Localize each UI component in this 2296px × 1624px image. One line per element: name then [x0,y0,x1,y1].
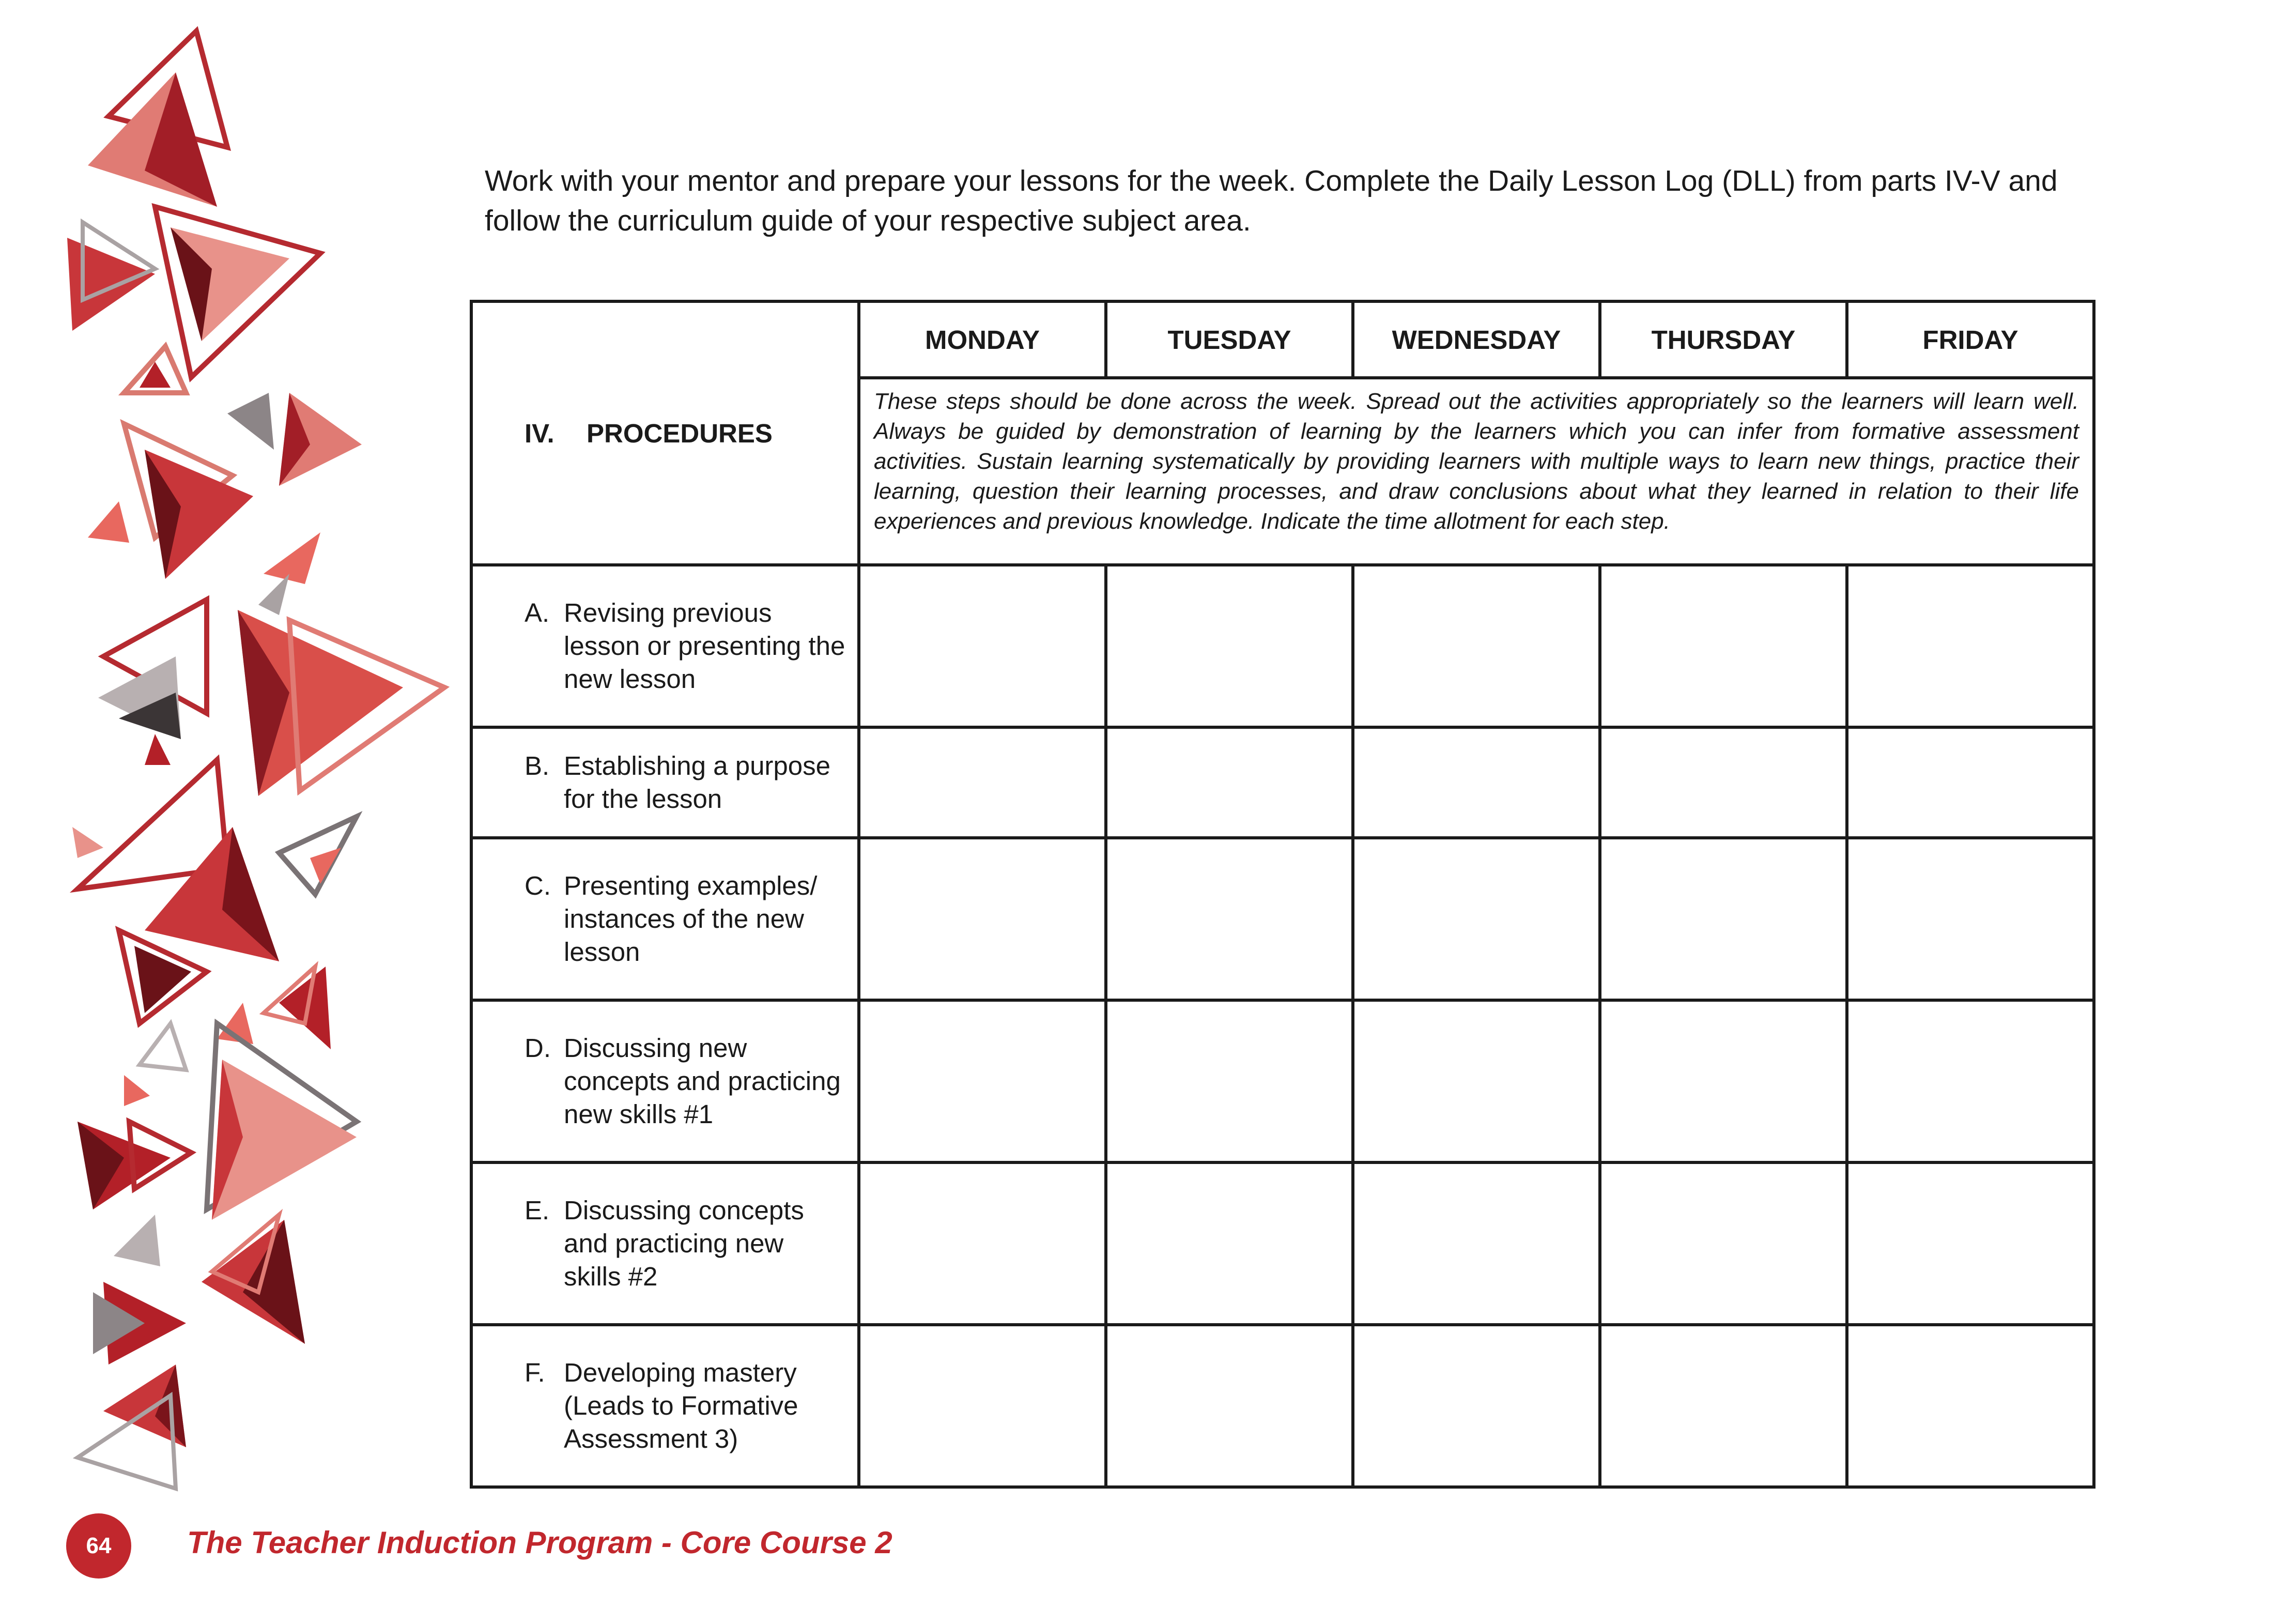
entry-cell-wednesday[interactable] [1353,565,1600,727]
entry-cell-friday[interactable] [1847,1000,2094,1162]
intro-text: Work with your mentor and prepare your lessons for the week. Complete the Daily Lesson Log (DLL) from parts IV-V and follow the curriculum guide of your respective subject area. [485,164,2058,237]
entry-cell-monday[interactable] [859,838,1106,1000]
step-text: Discussing concepts and practicing new skills #2 [564,1195,804,1291]
entry-cell-friday[interactable] [1847,838,2094,1000]
table-row [471,838,2094,1000]
entry-cell-thursday[interactable] [1600,1325,1847,1487]
daily-lesson-log-table [470,300,2095,1489]
entry-cell-monday[interactable] [859,1162,1106,1325]
day-header-friday: FRIDAY [1847,301,2094,378]
step-label-c [471,838,859,1000]
entry-cell-monday[interactable] [859,727,1106,838]
step-letter: F. [525,1357,545,1387]
day-header-wednesday: WEDNESDAY [1353,301,1600,378]
entry-cell-monday[interactable] [859,1000,1106,1162]
entry-cell-wednesday[interactable] [1353,1000,1600,1162]
step-letter: A. [525,598,550,628]
step-text: Presenting examples/ instances of the new lesson [564,870,818,967]
entry-cell-friday[interactable] [1847,565,2094,727]
step-label-a [471,565,859,727]
section-title: PROCEDURES [587,418,773,448]
instructions-note: These steps should be done across the week. Spread out the activities appropriately so the learners will learn well. Always be guided by demonstration of learning by the learners which you can infer from formative assessment activities. Sustain learning systematically by providing learners with multiple ways to learn new things, practice their learning, question their learning processes, and draw conclusions about what they learned in relation to their life experiences and previous knowledge. Indicate the time allotment for each step. [859,378,2094,565]
entry-cell-thursday[interactable] [1600,727,1847,838]
step-letter: E. [525,1195,550,1225]
table-row [471,1000,2094,1162]
entry-cell-wednesday[interactable] [1353,1325,1600,1487]
step-label-f [471,1325,859,1487]
entry-cell-tuesday[interactable] [1106,565,1353,727]
section-number: IV. [525,418,554,448]
step-label-e [471,1162,859,1325]
entry-cell-wednesday[interactable] [1353,838,1600,1000]
step-label-d [471,1000,859,1162]
step-label-b [471,727,859,838]
step-letter: D. [525,1033,551,1063]
day-header-monday: MONDAY [859,301,1106,378]
table-row [471,1325,2094,1487]
table-row [471,1162,2094,1325]
entry-cell-tuesday[interactable] [1106,727,1353,838]
entry-cell-thursday[interactable] [1600,565,1847,727]
entry-cell-tuesday[interactable] [1106,1162,1353,1325]
step-text: Establishing a purpose for the lesson [564,750,831,814]
step-text: Developing mastery (Leads to Formative Assessment 3) [564,1357,798,1453]
table-row [471,727,2094,838]
entry-cell-wednesday[interactable] [1353,727,1600,838]
day-header-thursday: THURSDAY [1600,301,1847,378]
step-letter: B. [525,750,550,780]
entry-cell-monday[interactable] [859,565,1106,727]
entry-cell-thursday[interactable] [1600,1162,1847,1325]
entry-cell-tuesday[interactable] [1106,1325,1353,1487]
day-header-tuesday: TUESDAY [1106,301,1353,378]
entry-cell-thursday[interactable] [1600,1000,1847,1162]
step-letter: C. [525,870,551,900]
entry-cell-friday[interactable] [1847,727,2094,838]
red-triangle-pattern [0,0,465,1624]
page-number-badge: 64 [66,1513,131,1579]
footer-title: The Teacher Induction Program - Core Course 2 [187,1525,892,1560]
step-text: Revising previous lesson or presenting the new lesson [564,598,845,694]
entry-cell-tuesday[interactable] [1106,838,1353,1000]
entry-cell-wednesday[interactable] [1353,1162,1600,1325]
table-row [471,565,2094,727]
entry-cell-tuesday[interactable] [1106,1000,1353,1162]
step-text: Discussing new concepts and practicing new skills #1 [564,1033,841,1129]
entry-cell-friday[interactable] [1847,1162,2094,1325]
procedures-header [471,301,859,565]
entry-cell-thursday[interactable] [1600,838,1847,1000]
entry-cell-friday[interactable] [1847,1325,2094,1487]
entry-cell-monday[interactable] [859,1325,1106,1487]
